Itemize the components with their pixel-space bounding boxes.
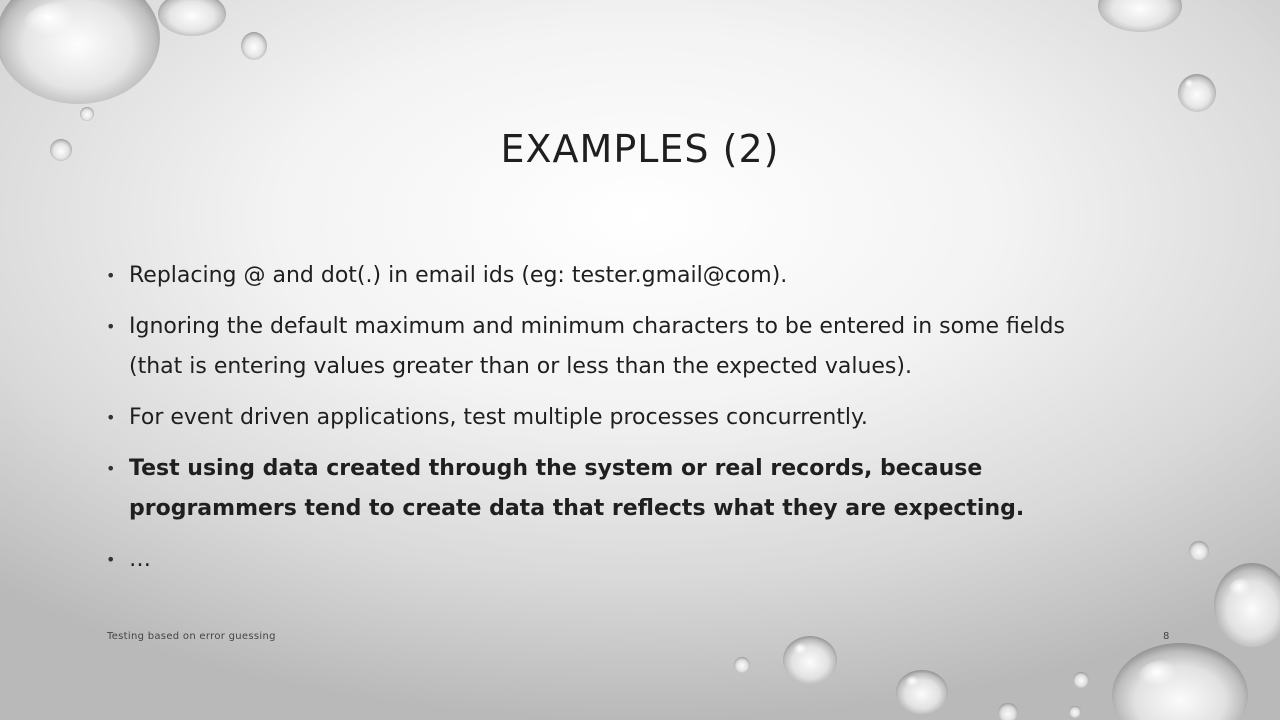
- footer-label: Testing based on error guessing: [107, 631, 276, 642]
- page-number: 8: [1163, 631, 1170, 642]
- droplet: [80, 107, 94, 121]
- list-item: [106, 307, 1116, 387]
- list-item: [106, 398, 1116, 438]
- droplet: [1098, 0, 1182, 32]
- droplet: [734, 657, 750, 673]
- bullet-list: [106, 256, 1116, 591]
- droplet: [1073, 672, 1089, 688]
- list-item: [106, 449, 1116, 529]
- droplet: [998, 703, 1018, 720]
- droplet: [158, 0, 226, 36]
- droplet: [1069, 706, 1081, 718]
- bullet-text: Replacing @ and dot(.) in email ids (eg: tester.gmail@com).: [129, 263, 788, 288]
- bullet-icon: •: [106, 550, 116, 569]
- bullet-icon: •: [106, 408, 116, 427]
- bullet-text: Test using data created through the system or real records, because programmers tend to create data that reflects what they are expecting.: [129, 456, 1025, 521]
- list-item: [106, 256, 1116, 296]
- bullet-text: …: [129, 547, 151, 572]
- droplet: [1178, 74, 1216, 112]
- list-item: [106, 540, 1116, 580]
- droplet: [241, 32, 267, 60]
- bullet-text: Ignoring the default maximum and minimum characters to be entered in some fields (that is entering values greater than or less than the expected values).: [129, 314, 1065, 379]
- droplet: [896, 670, 948, 714]
- slide-title: EXAMPLES (2): [500, 127, 780, 171]
- droplet: [0, 0, 160, 104]
- droplet: [1112, 643, 1248, 720]
- bullet-icon: •: [106, 317, 116, 336]
- droplet: [1214, 563, 1280, 647]
- bullet-text: For event driven applications, test multiple processes concurrently.: [129, 405, 868, 430]
- bullet-icon: •: [106, 459, 116, 478]
- droplet: [1189, 541, 1209, 561]
- bullet-icon: •: [106, 266, 116, 285]
- droplet: [783, 636, 837, 684]
